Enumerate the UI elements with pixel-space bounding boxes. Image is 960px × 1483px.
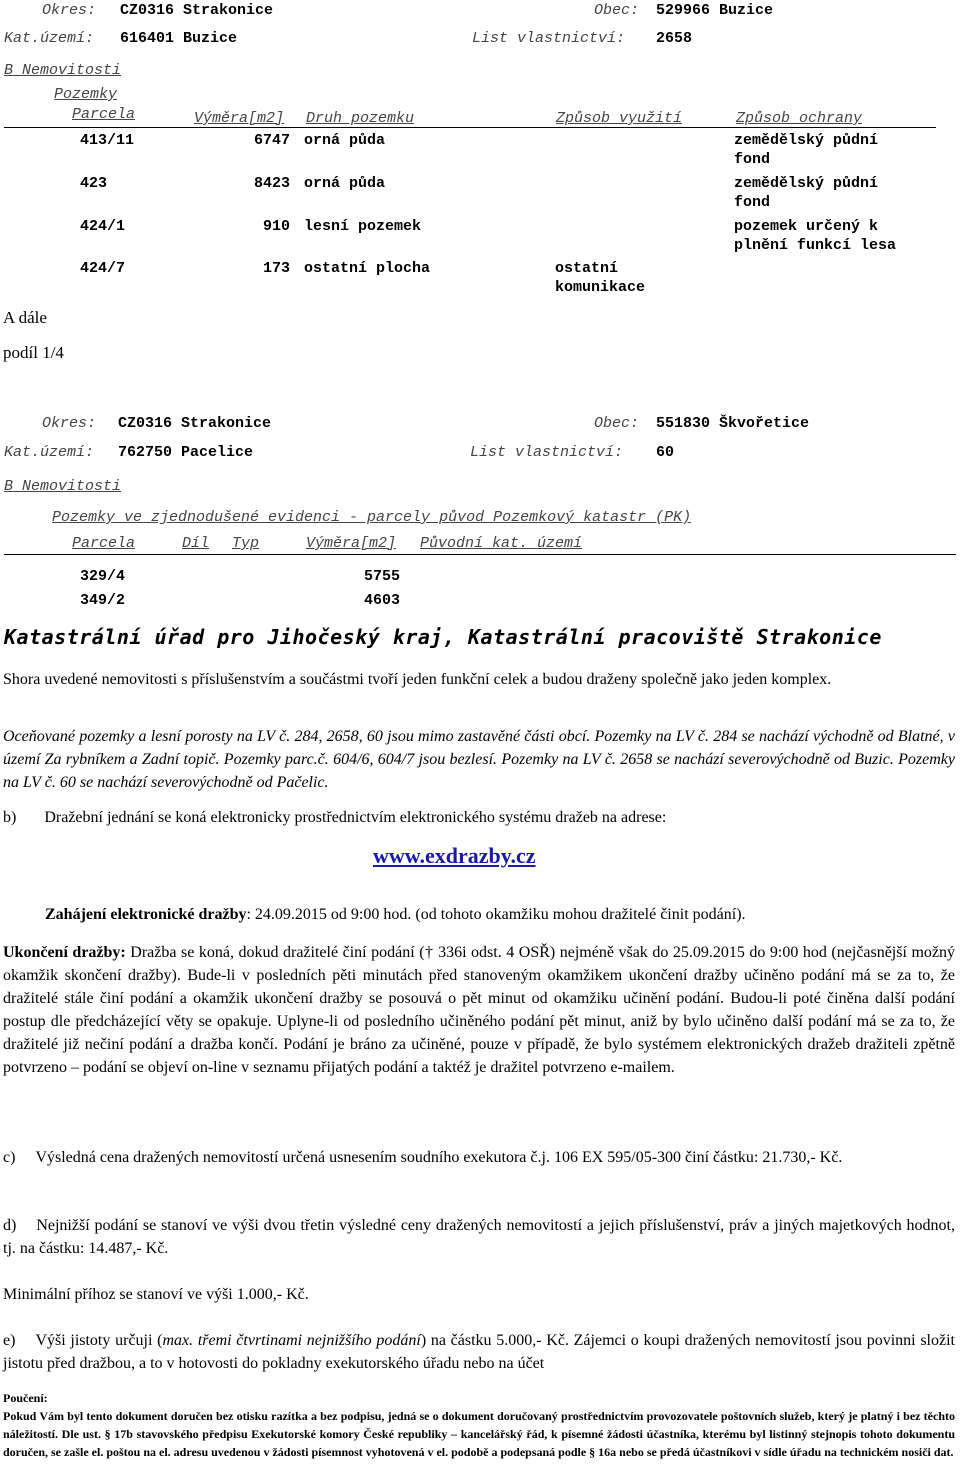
cell-druh: lesní pozemek xyxy=(304,218,422,235)
paragraph-c xyxy=(3,1146,955,1169)
cell-vymera: 4603 xyxy=(364,592,401,609)
cell-druh: orná půda xyxy=(304,175,386,192)
cell-vyuziti: ostatní xyxy=(555,260,619,277)
paragraph-pozemky: Oceňované pozemky a lesní porosty na LV č. 284, 2658, 60 jsou mimo zastavěné části obcí. Pozemky na LV č. 284 se nachází východně od Blatné, v území Za rybníkem a Zadní topič. Pozemky parc.č. 604/6, 604/7 jsou bezlesí. Pozemky na LV č. 2658 se nachází severovýchodně od Buzic. Pozemky na LV č. 60 se nachází severovýchodně od Pačelic. xyxy=(3,728,955,791)
subsection-label: Pozemky xyxy=(54,86,118,103)
cadastral-office-banner: Katastrální úřad pro Jihočeský kraj, Katastrální pracoviště Strakonice xyxy=(4,625,882,649)
marker-c: c) xyxy=(3,1149,16,1166)
paragraph-ukonceni xyxy=(3,941,955,1079)
cell-parcela: 423 xyxy=(80,175,108,192)
paragraph-e xyxy=(3,1329,955,1375)
cell-druh: orná půda xyxy=(304,132,386,149)
col-header-vyuziti: Způsob využití xyxy=(556,110,683,127)
cell-vymera: 910 xyxy=(263,218,291,235)
ukonceni-text: Dražba se koná, dokud dražitelé činí podání († 336i odst. 4 OSŘ) nejméně však do 25.09.2015 do 9:00 hod (nejčasnější možný okamžik skončení dražby). Bude-li v posledních pěti minutách před stanoveným okamžikem ukončení dražby učiněno podání má se za to, že dražitelé stále činí podání a okamžik ukončení dražby se posouvá o pět minut od okamžiku učinění podání. Budou-li poté činěna další podání postup dle předcházející věty se opakuje. Uplyne-li od posledního učiněného podání pět minut, aniž by bylo učiněno další podání má se za to, že dražitelé již nečiní podání a dražba končí. Podání je bráno za učiněné, pouze v případě, že bylo systémem elektronických dražeb dražiteli zpětně potvrzeno – podání se objeví on-line v seznamu přijatých podání a taktéž je dražitel potvrzeno e-mailem. xyxy=(3,944,955,1076)
cell-parcela: 349/2 xyxy=(80,592,126,609)
zahajeni-text: : 24.09.2015 od 9:00 hod. (od tohoto okamžiku mohou dražitelé činit podání). xyxy=(246,906,746,923)
lv-value: 2658 xyxy=(656,30,693,47)
obec-value: 551830 Škvořetice xyxy=(656,415,810,432)
col-header-dil: Díl xyxy=(182,535,210,552)
cell-ochrana: zemědělský půdní xyxy=(734,175,879,192)
col-header-parcela: Parcela xyxy=(72,106,136,123)
e-text-italic: max. třemi čtvrtinami nejnižšího podání xyxy=(162,1332,421,1349)
okres-label: Okres: xyxy=(42,415,97,432)
e-text-a: Výši jistoty určuji ( xyxy=(35,1332,163,1349)
col-header-vymera: Výměra[m2] xyxy=(306,535,397,552)
paragraph-celek: Shora uvedené nemovitosti s příslušenstvím a součástmi tvoří jeden funkční celek a budou draženy společně jako jeden komplex. xyxy=(3,671,832,688)
col-header-ochrana: Způsob ochrany xyxy=(736,110,863,127)
katuzemi-label: Kat.území: xyxy=(4,30,95,47)
zahajeni-line xyxy=(45,906,746,924)
exdrazby-link[interactable]: www.exdrazby.cz xyxy=(373,843,536,868)
cell-ochrana: zemědělský půdní xyxy=(734,132,879,149)
cell-parcela: 413/11 xyxy=(80,132,135,149)
e-text-b: ) na částku 5.000,- Kč. Zájemci o koupi dražených nemovitostí jsou povinni složit jistotu před dražbou, a to v hotovosti do pokladny exekutorského úřadu nebo na účet xyxy=(3,1332,955,1372)
marker-b: b) xyxy=(3,809,17,826)
subsection-label: Pozemky ve zjednodušené evidenci - parcely původ Pozemkový katastr (PK) xyxy=(52,509,692,526)
cell-vyuziti-cont: komunikace xyxy=(555,279,646,296)
cell-druh: ostatní plocha xyxy=(304,260,431,277)
paragraph-d xyxy=(3,1214,955,1260)
okres-value: CZ0316 Strakonice xyxy=(118,415,272,432)
zahajeni-label: Zahájení elektronické dražby xyxy=(45,906,247,923)
obec-label: Obec: xyxy=(594,415,640,432)
footer-notice xyxy=(3,1389,955,1461)
section-label: B Nemovitosti xyxy=(4,478,122,495)
cell-parcela: 424/1 xyxy=(80,218,126,235)
cell-vymera: 173 xyxy=(263,260,291,277)
obec-label: Obec: xyxy=(594,2,640,19)
cell-vymera: 6747 xyxy=(254,132,291,149)
col-header-druh: Druh pozemku xyxy=(306,110,415,127)
cell-parcela: 329/4 xyxy=(80,568,126,585)
podil-text: podíl 1/4 xyxy=(3,343,64,362)
cell-parcela: 424/7 xyxy=(80,260,126,277)
paragraph-minimalni: Minimální příhoz se stanoví ve výši 1.000,- Kč. xyxy=(3,1286,309,1303)
cell-ochrana-cont: fond xyxy=(734,194,771,211)
cell-ochrana: pozemek určený k xyxy=(734,218,879,235)
footer-label: Poučení: xyxy=(3,1391,48,1405)
col-header-puvodni: Původní kat. území xyxy=(420,535,583,552)
a-dale-text: A dále xyxy=(3,308,47,327)
okres-label: Okres: xyxy=(42,2,97,19)
marker-d: d) xyxy=(3,1217,17,1234)
c-text: Výsledná cena dražených nemovitostí určená usnesením soudního exekutora č.j. 106 EX 595/05-300 činí částku: 21.730,- Kč. xyxy=(35,1149,843,1166)
cell-vymera: 5755 xyxy=(364,568,401,585)
d-text: Nejnižší podání se stanoví ve výši dvou třetin výsledné ceny dražených nemovitostí a jejich příslušenství, práv a jiných majetkových hodnot, tj. na částku: 14.487,- Kč. xyxy=(3,1217,955,1257)
lv-label: List vlastnictví: xyxy=(472,30,626,47)
paragraph-b xyxy=(3,806,955,829)
katuzemi-label: Kat.území: xyxy=(4,444,95,461)
lv-label: List vlastnictví: xyxy=(470,444,624,461)
col-header-parcela: Parcela xyxy=(72,535,136,552)
cell-vymera: 8423 xyxy=(254,175,291,192)
footer-text: Pokud Vám byl tento dokument doručen bez otisku razítka a bez podpisu, jedná se o dokument doručovaný prostřednictvím provozovatele poštovních služeb, který je platný i bez těchto náležitostí. Dle ust. § 17b stavovského předpisu Exekutorské komory České republiky – kancelářský řád, k písemné žádosti účastníka, kterému byl listinný stejnopis tohoto dokumentu doručen, se zašle el. poštou na el. adresu uvedenou v žádosti písemnost vyhotovená v el. podobě a podepsaná podle § 16a nebo se předá účastníkovi v sídle úřadu na technickém nosiči dat. xyxy=(3,1409,955,1459)
ukonceni-label: Ukončení dražby: xyxy=(3,944,126,961)
marker-e: e) xyxy=(3,1332,16,1349)
col-header-typ: Typ xyxy=(232,535,260,552)
obec-value: 529966 Buzice xyxy=(656,2,774,19)
cell-ochrana-cont: fond xyxy=(734,151,771,168)
okres-value: CZ0316 Strakonice xyxy=(120,2,274,19)
col-header-vymera: Výměra[m2] xyxy=(194,110,285,127)
cell-ochrana-cont: plnění funkcí lesa xyxy=(734,237,897,254)
katuzemi-value: 616401 Buzice xyxy=(120,30,238,47)
header-divider xyxy=(4,127,936,128)
section-label: B Nemovitosti xyxy=(4,62,122,79)
b-text: Dražební jednání se koná elektronicky prostřednictvím elektronického systému dražeb na adrese: xyxy=(44,809,667,826)
header-divider xyxy=(4,554,956,555)
katuzemi-value: 762750 Pacelice xyxy=(118,444,254,461)
lv-value: 60 xyxy=(656,444,675,461)
